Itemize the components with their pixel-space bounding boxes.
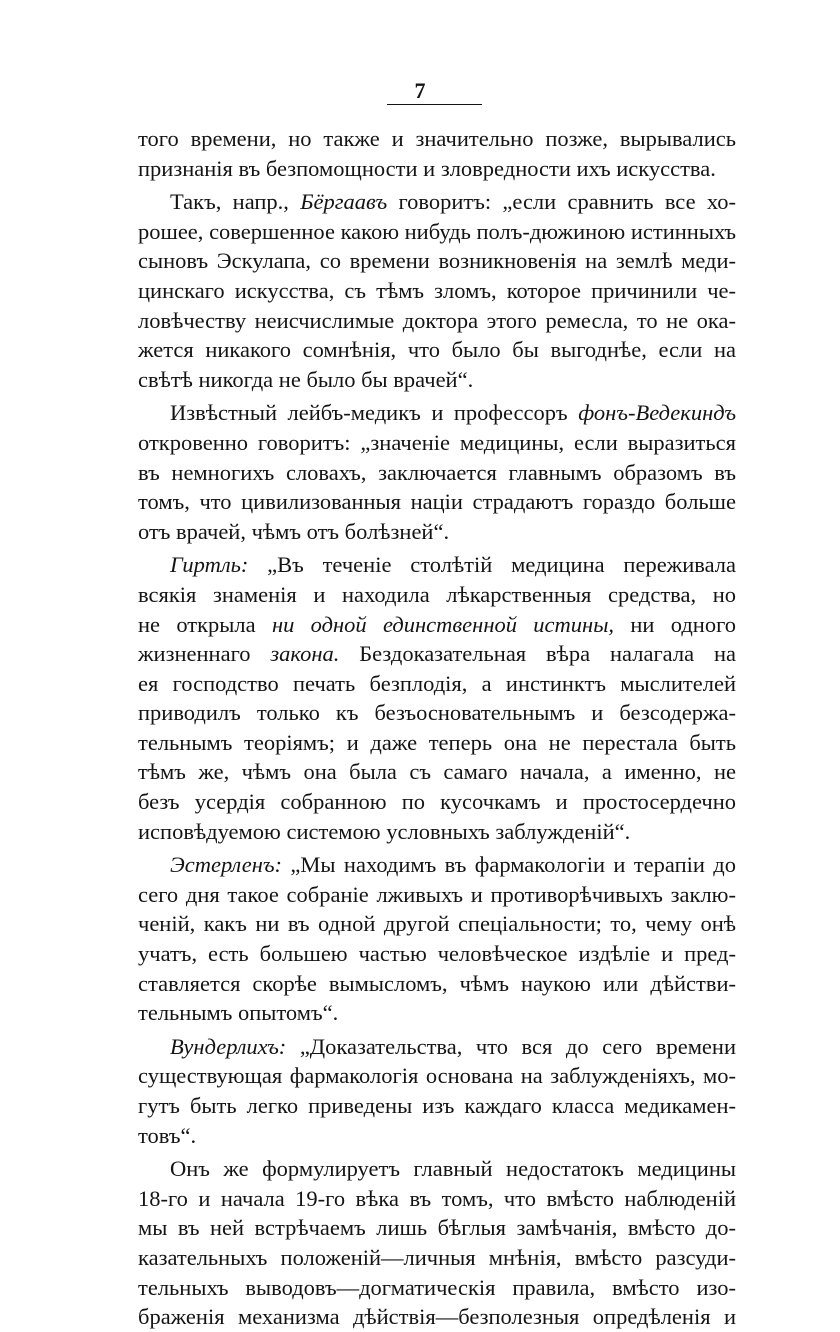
text-segment: ни одного (614, 611, 737, 637)
text-segment: Такъ, напр., (170, 189, 301, 215)
text-line (138, 365, 736, 395)
text-line (138, 698, 736, 728)
text-segment: гутъ быть легко приведены изъ каждаго класса медикамен- (138, 1093, 736, 1118)
text-line (138, 306, 736, 336)
text-line (138, 787, 736, 817)
italic-text-segment: Бёргаавъ (300, 189, 388, 215)
text-line (138, 998, 736, 1028)
text-line (138, 550, 736, 580)
text-line (138, 1184, 736, 1214)
text-line (138, 939, 736, 969)
text-line (138, 1243, 736, 1273)
text-segment: говоритъ: „если сравнить все хо- (387, 189, 736, 215)
text-line (138, 1121, 736, 1151)
italic-text-segment: фонъ-Ведекиндъ (578, 400, 736, 426)
text-line (138, 1032, 736, 1062)
text-segment: тельнымъ теоріямъ; и даже теперь она не перестала быть (138, 729, 736, 755)
text-segment: тельныхъ выводовъ—догматическія правила, вмѣсто изо- (138, 1274, 736, 1300)
text-line (138, 850, 736, 880)
page-number: 7 (414, 78, 426, 103)
text-segment: того времени, но также и значительно позже, вырывались (138, 126, 736, 151)
text-segment: 18-го и начала 19-го вѣка въ томъ, что вмѣсто наблюденій (138, 1185, 736, 1211)
text-segment: „Доказательства, что вся до сего времени (286, 1033, 736, 1059)
text-line (138, 246, 736, 276)
text-line (138, 187, 736, 217)
text-segment: исповѣдуемою системою условныхъ заблужденій“. (138, 818, 631, 844)
text-segment: признанія въ безпомощности и зловредности ихъ искусства. (138, 155, 716, 181)
text-line (138, 1213, 736, 1243)
text-line (138, 124, 736, 154)
text-segment: ставляется скорѣе вымысломъ, чѣмъ наукою или дѣйстви- (138, 970, 736, 996)
text-segment: сего дня такое собраніе лживыхъ и противорѣчивыхъ заклю- (138, 881, 736, 907)
body-text (138, 124, 736, 1332)
italic-text-segment: ни одной единственной истины, (271, 611, 615, 637)
italic-text-segment: Эстерленъ: (170, 852, 283, 878)
text-segment: не открыла (138, 611, 272, 637)
text-line (138, 1154, 736, 1184)
text-line (138, 1273, 736, 1303)
text-segment: рошее, совершенное какою нибудь полъ-дюжиною истинныхъ (138, 218, 736, 244)
text-line (138, 580, 736, 610)
text-segment: „Въ теченіе столѣтій медицина переживала (248, 552, 736, 578)
text-line (138, 817, 736, 847)
text-segment: цинскаго искусства, съ тѣмъ зломъ, которое причинили че- (138, 277, 736, 303)
text-line (138, 669, 736, 699)
text-segment: жизненнаго (138, 641, 271, 667)
text-segment: мы въ ней встрѣчаемъ лишь бѣглыя замѣчанія, вмѣсто до- (138, 1215, 736, 1241)
text-line (138, 728, 736, 758)
text-line (138, 398, 736, 428)
text-line (138, 217, 736, 247)
text-segment: Онъ же формулируетъ главный недостатокъ медицины (170, 1156, 736, 1182)
text-segment: безъ усердія собранною по кусочкамъ и простосердечно (138, 789, 736, 815)
text-segment: тѣмъ же, чѣмъ она была съ самаго начала, а именно, не (138, 759, 736, 785)
text-line (138, 487, 736, 517)
italic-text-segment: закона. (270, 641, 340, 667)
text-segment: свѣтѣ никогда не было бы врачей“. (138, 366, 474, 392)
text-line (138, 1061, 736, 1091)
text-line (138, 610, 736, 640)
text-segment: тельнымъ опытомъ“. (138, 1000, 339, 1026)
text-segment: браженія механизма дѣйствія—безполезныя опредѣленія и (138, 1304, 736, 1330)
text-segment: ея господство печать безплодія, а инстинктъ мыслителей (138, 670, 736, 696)
text-segment: жется никакого сомнѣнія, что было бы выгоднѣе, если на (138, 337, 736, 363)
text-segment: товъ“. (138, 1122, 197, 1148)
text-line (138, 880, 736, 910)
text-line (138, 639, 736, 669)
text-segment: въ немногихъ словахъ, заключается главнымъ образомъ въ (138, 459, 736, 485)
text-segment: приводилъ только къ безъосновательнымъ и безсодержа- (138, 700, 736, 726)
text-line (138, 969, 736, 999)
text-segment: томъ, что цивилизованныя націи страдаютъ гораздо больше (138, 489, 736, 515)
text-line (138, 517, 736, 547)
italic-text-segment: Вундерлихъ: (170, 1033, 287, 1059)
text-line (138, 1091, 736, 1121)
text-line (138, 458, 736, 488)
italic-text-segment: Гиртль: (170, 552, 249, 578)
page-number-rule (387, 104, 482, 105)
text-line (138, 335, 736, 365)
text-segment: Бездоказательная вѣра налагала на (339, 641, 736, 667)
text-line (138, 1302, 736, 1332)
text-segment: ловѣчеству неисчислимые доктора этого ремесла, то не ока- (138, 307, 736, 333)
text-segment: учатъ, есть большею частью человѣческое издѣліе и пред- (138, 941, 736, 967)
text-line (138, 154, 736, 184)
text-line (138, 757, 736, 787)
text-segment: существующая фармакологія основана на заблужденіяхъ, мо- (138, 1063, 736, 1089)
text-line (138, 276, 736, 306)
text-segment: всякія знаменія и находила лѣкарственныя средства, но (138, 581, 736, 607)
text-segment: сыновъ Эскулапа, со времени возникновенія на землѣ меди- (138, 248, 736, 274)
text-segment: казательныхъ положеній—личныя мнѣнія, вмѣсто разсуди- (138, 1244, 736, 1270)
text-segment: отъ врачей, чѣмъ отъ болѣзней“. (138, 518, 450, 544)
text-line (138, 428, 736, 458)
text-segment: Извѣстный лейбъ-медикъ и профессоръ (170, 400, 579, 426)
text-segment: откровенно говоритъ: „значеніе медицины, если выразиться (138, 429, 736, 455)
text-line (138, 909, 736, 939)
text-segment: „Мы находимъ въ фармакологіи и терапіи до (282, 852, 736, 878)
text-segment: ченій, какъ ни въ одной другой спеціальности; то, чему онѣ (138, 911, 736, 937)
